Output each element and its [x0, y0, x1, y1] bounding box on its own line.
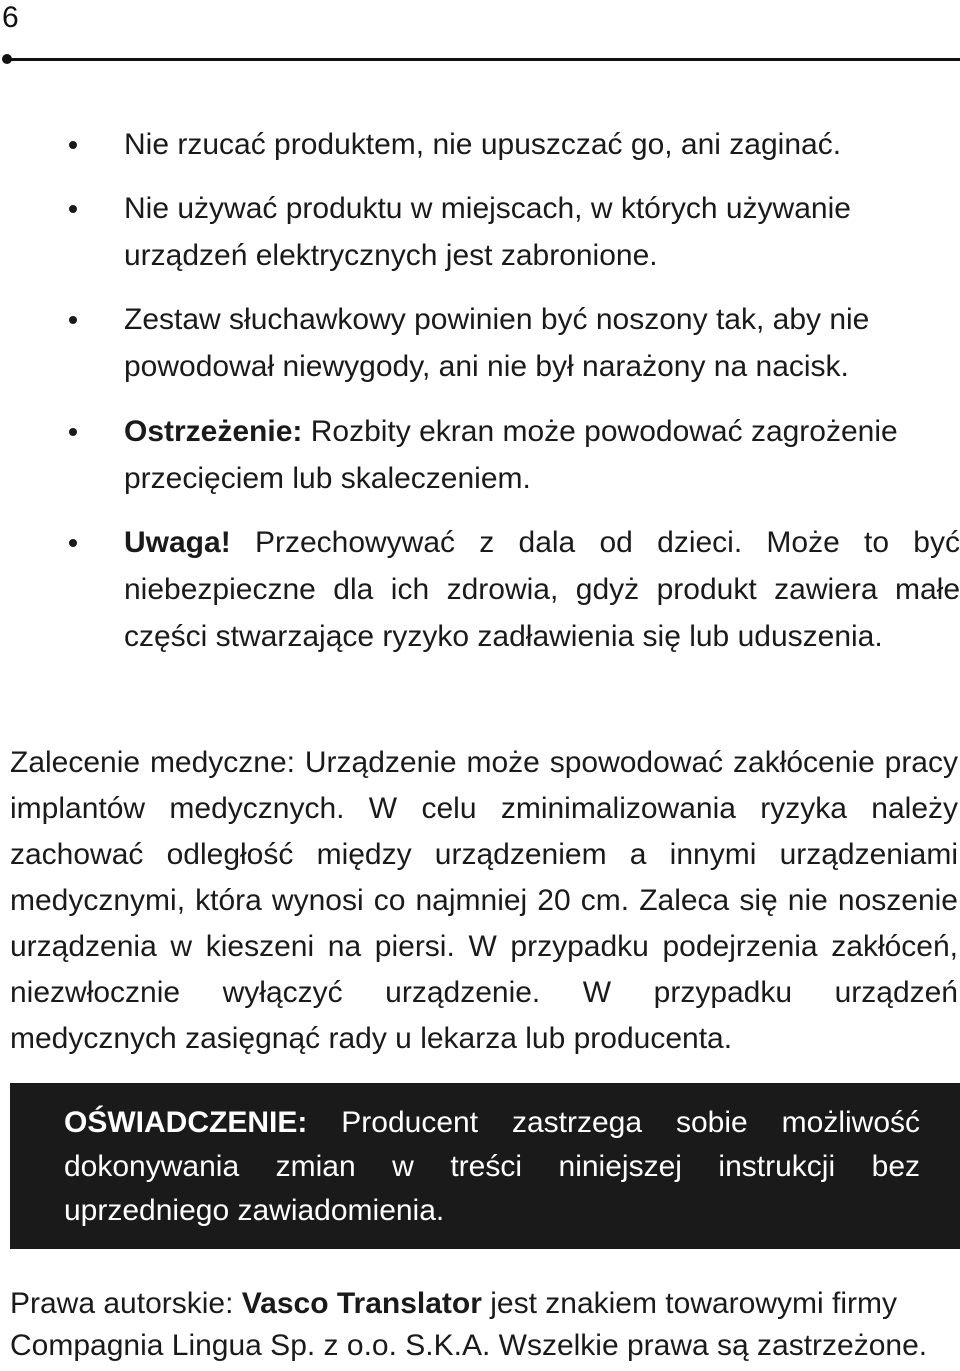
bullet-dot-icon: [69, 539, 77, 547]
disclaimer-label: OŚWIADCZENIE:: [64, 1106, 308, 1139]
top-rule: [6, 58, 960, 61]
bullet-text: Przechowywać z dala od dzieci. Może to być niebezpieczne dla ich zdrowia, gdyż produkt zawiera małe części stwarzające ryzyko zadławienia się lub uduszenia.: [124, 526, 960, 653]
disclaimer-body: Producent zastrzega sobie możliwość dokonywania zmian w treści niniejszej instrukcji bez uprzedniego zawiadomienia.: [64, 1106, 920, 1227]
page-number: 6: [2, 1, 19, 34]
bullet-dot-icon: [69, 205, 77, 213]
disclaimer-text: [64, 1101, 920, 1233]
disclaimer-box: [10, 1083, 960, 1249]
bullet-item: [124, 121, 960, 168]
bullet-item: [124, 408, 960, 502]
copyright-prefix: Prawa autorskie:: [10, 1287, 242, 1320]
caution-label: Uwaga!: [124, 526, 231, 559]
bullet-item: [124, 519, 960, 660]
bullet-item: [124, 296, 960, 390]
bullet-item: [124, 185, 960, 279]
bullet-dot-icon: [69, 316, 77, 324]
brand-name: Vasco Translator: [241, 1287, 482, 1320]
bullet-text: Nie używać produktu w miejscach, w których używanie urządzeń elektrycznych jest zabronione.: [124, 192, 851, 272]
bullet-dot-icon: [69, 141, 77, 149]
bullet-dot-icon: [69, 428, 77, 436]
copyright-suffix: jest znakiem towarowymi firmy Compagnia Lingua Sp. z o.o. S.K.A. Wszelkie prawa są zastrzeżone.: [10, 1287, 928, 1362]
warning-label: Ostrzeżenie:: [124, 415, 303, 448]
bullet-text: Nie rzucać produktem, nie upuszczać go, ani zaginać.: [124, 128, 842, 161]
bullet-text: Zestaw słuchawkowy powinien być noszony tak, aby nie powodował niewygody, ani nie był narażony na nacisk.: [124, 303, 870, 383]
medical-advice-paragraph: Zalecenie medyczne: Urządzenie może spowodować zakłócenie pracy implantów medycznych. W celu zminimalizowania ryzyka należy zachować odległość między urządzeniem a innymi urządzeniami medycznymi, która wynosi co najmniej 20 cm. Zaleca się nie noszenie urządzenia w kieszeni na piersi. W przypadku podejrzenia zakłóceń, niezwłocznie wyłączyć urządzenie. W przypadku urządzeń medycznych zasięgnąć rady u lekarza lub producenta.: [10, 746, 958, 1055]
copyright-notice: [10, 1283, 960, 1367]
bullet-text: Rozbity ekran może powodować zagrożenie przecięciem lub skaleczeniem.: [124, 415, 898, 495]
